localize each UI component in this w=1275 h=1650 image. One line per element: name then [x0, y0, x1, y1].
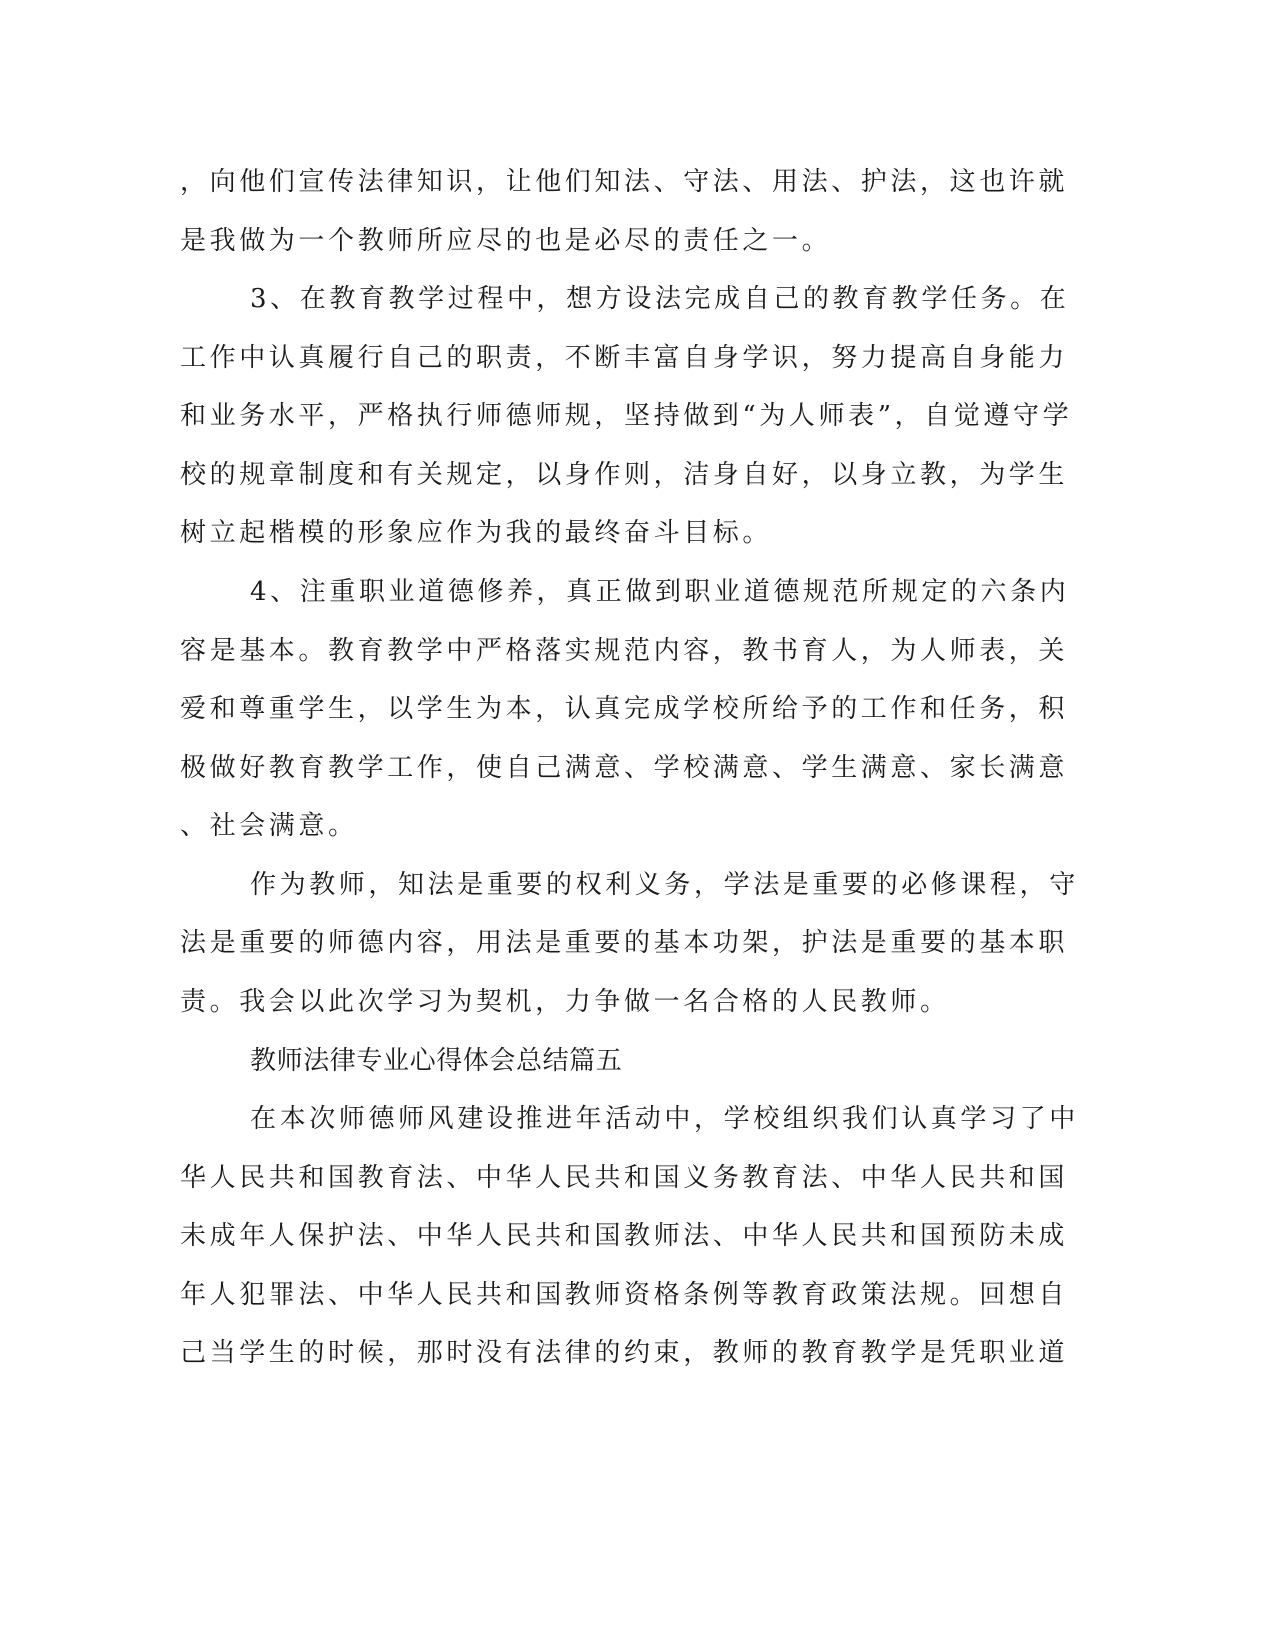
section-heading: 教师法律专业心得体会总结篇五 — [250, 1046, 623, 1076]
text-line: 华人民共和国教育法、中华人民共和国义务教育法、中华人民共和国 — [180, 1163, 1069, 1193]
text-line: 责。我会以此次学习为契机，力争做一名合格的人民教师。 — [180, 987, 950, 1017]
text-line: 工作中认真履行自己的职责，不断丰富自身学识，努力提高自身能力 — [180, 343, 1069, 373]
text-line: 爱和尊重学生，以学生为本，认真完成学校所给予的工作和任务，积 — [180, 694, 1069, 724]
text-line: 年人犯罪法、中华人民共和国教师资格条例等教育政策法规。回想自 — [180, 1280, 1069, 1310]
text-line: 和业务水平，严格执行师德师规，坚持做到“为人师表”，自觉遵守学 — [180, 401, 1073, 431]
text-line: 在本次师德师风建设推进年活动中，学校组织我们认真学习了中 — [250, 1104, 1079, 1134]
text-line: 容是基本。教育教学中严格落实规范内容，教书育人，为人师表，关 — [180, 636, 1069, 666]
text-line: 3、在教育教学过程中，想方设法完成自己的教育教学任务。在 — [250, 284, 1070, 314]
text-line: 校的规章制度和有关规定，以身作则，洁身自好，以身立教，为学生 — [180, 460, 1069, 490]
text-line: 未成年人保护法、中华人民共和国教师法、中华人民共和国预防未成 — [180, 1221, 1069, 1251]
text-line: 法是重要的师德内容，用法是重要的基本功架，护法是重要的基本职 — [180, 928, 1069, 958]
text-line: ，向他们宣传法律知识，让他们知法、守法、用法、护法，这也许就 — [180, 167, 1069, 197]
text-line: 、社会满意。 — [180, 811, 358, 841]
text-line: 极做好教育教学工作，使自己满意、学校满意、学生满意、家长满意 — [180, 753, 1069, 783]
text-line: 4、注重职业道德修养，真正做到职业道德规范所规定的六条内 — [250, 577, 1070, 607]
text-line: 树立起楷模的形象应作为我的最终奋斗目标。 — [180, 518, 773, 548]
text-line: 是我做为一个教师所应尽的也是必尽的责任之一。 — [180, 226, 832, 256]
text-line: 作为教师，知法是重要的权利义务，学法是重要的必修课程，守 — [250, 870, 1079, 900]
text-line: 己当学生的时候，那时没有法律的约束，教师的教育教学是凭职业道 — [180, 1338, 1069, 1368]
